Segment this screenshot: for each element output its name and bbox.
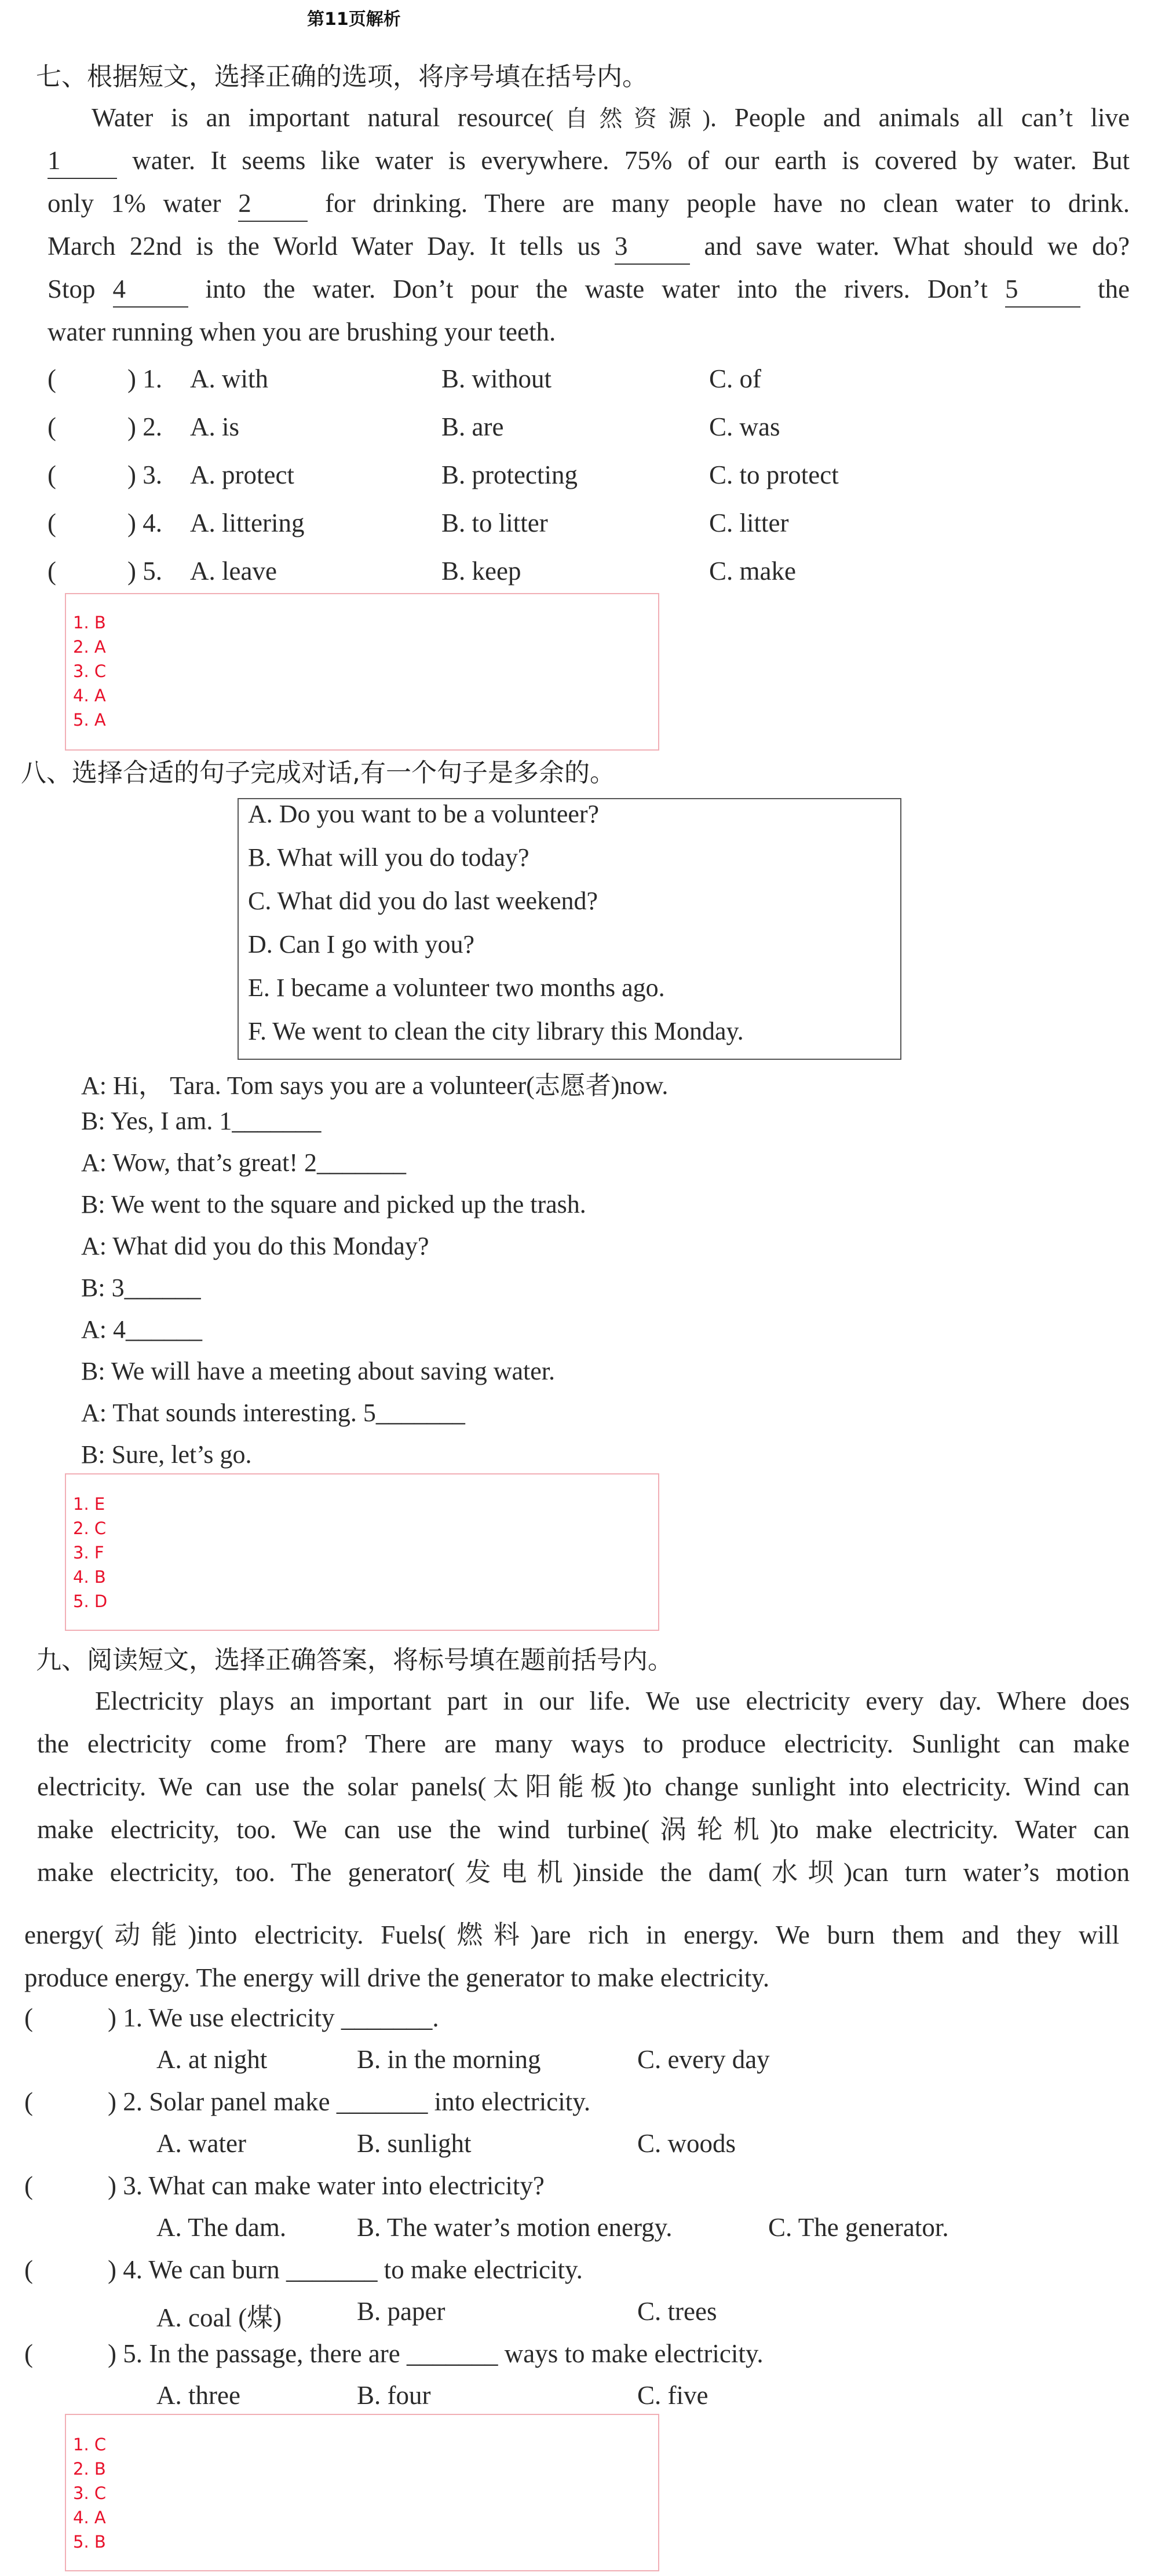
answer-line: 1. E <box>73 1494 105 1514</box>
option-sentence: F. We went to clean the city library this Monday. <box>248 1017 744 1045</box>
dialogue-line: A: Wow, that’s great! 2_______ <box>81 1148 407 1177</box>
option-sentence: C. What did you do last weekend? <box>248 887 598 915</box>
answer-line: 2. B <box>73 2459 106 2479</box>
question-stem: ) 3. What can make water into electricity? <box>108 2171 545 2200</box>
dialogue-line: A: What did you do this Monday? <box>81 1232 429 1260</box>
passage-line: Electricity plays an important part in our life. We use electricity every day. Where does <box>95 1686 1130 1715</box>
question-number: ) 2. <box>127 412 162 441</box>
passage-line: Stop 4 into the water. Don’t pour the waste water into the rivers. Don’t 5 the <box>48 268 1130 310</box>
blank-1: 1 <box>48 143 117 179</box>
option-c: C. of <box>709 364 761 393</box>
answer-bracket: ( <box>48 460 56 489</box>
option-c: C. woods <box>637 2129 736 2158</box>
dialogue-line: B: We went to the square and picked up the trash. <box>81 1190 586 1219</box>
section-7-heading: 七、根据短文，选择正确的选项，将序号填在括号内。 <box>36 62 648 92</box>
answer-bracket: ( <box>24 2255 33 2284</box>
option-c: C. five <box>637 2381 708 2410</box>
answer-bracket: ( <box>48 412 56 441</box>
option-b: B. sunlight <box>357 2129 472 2158</box>
passage-line: make electricity, too. We can use the wind turbine(涡轮机)to make electricity. Water can <box>37 1815 1130 1844</box>
option-b: B. four <box>357 2381 431 2410</box>
option-c: C. was <box>709 412 780 441</box>
passage-line: produce energy. The energy will drive the generator to make electricity. <box>24 1963 770 1992</box>
option-a: A. littering <box>190 508 305 537</box>
section-9-passage-cont <box>24 1913 1119 1999</box>
question-stem: ) 2. Solar panel make _______ into electricity. <box>108 2087 591 2116</box>
option-c: C. The generator. <box>768 2213 949 2242</box>
option-c: C. make <box>709 557 796 586</box>
option-b: B. are <box>441 412 504 441</box>
dialogue-line: A: Hi， Tara. Tom says you are a volunteer(志愿者)now. <box>81 1071 669 1100</box>
dialogue-line: B: Yes, I am. 1_______ <box>81 1107 322 1135</box>
option-a: A. protect <box>190 460 294 489</box>
dialogue-line: A: 4______ <box>81 1315 202 1344</box>
passage-line: energy(动能)into electricity. Fuels(燃料)are rich in energy. We burn them and they will <box>24 1920 1119 1949</box>
page-title: 第11页解析 <box>307 9 401 30</box>
option-sentence: B. What will you do today? <box>248 843 529 872</box>
answer-line: 3. F <box>73 1543 104 1563</box>
option-b: B. in the morning <box>357 2045 541 2074</box>
passage-line: water running when you are brushing your teeth. <box>48 317 556 346</box>
option-sentence: E. I became a volunteer two months ago. <box>248 974 665 1002</box>
answer-box-8 <box>65 1473 659 1631</box>
option-b: B. to litter <box>441 508 548 537</box>
answer-line: 5. D <box>73 1591 108 1611</box>
dialogue-line: B: 3______ <box>81 1274 201 1302</box>
answer-line: 1. B <box>73 613 106 632</box>
answer-line: 5. B <box>73 2532 106 2552</box>
option-a: A. three <box>156 2381 240 2410</box>
dialogue-line: B: Sure, let’s go. <box>81 1440 252 1469</box>
answer-bracket: ( <box>24 2171 33 2200</box>
option-a: A. at night <box>156 2045 268 2074</box>
option-a: A. leave <box>190 557 277 586</box>
answer-line: 3. C <box>73 2483 107 2503</box>
passage-line: the electricity come from? There are many ways to produce electricity. Sunlight can make <box>37 1729 1130 1758</box>
section-7-passage <box>48 96 1130 353</box>
passage-line: 1 water. It seems like water is everywhere. 75% of our earth is covered by water. But <box>48 139 1130 182</box>
option-a: A. coal (煤) <box>156 2303 282 2332</box>
passage-line: make electricity, too. The generator(发电机)inside the dam(水坝)can turn water’s motion <box>37 1858 1130 1887</box>
answer-line: 5. A <box>73 710 106 730</box>
answer-line: 2. C <box>73 1518 107 1538</box>
option-b: B. paper <box>357 2297 445 2326</box>
blank-4: 4 <box>113 272 188 308</box>
answer-line: 4. B <box>73 1567 106 1587</box>
section-8-heading: 八、选择合适的句子完成对话,有一个句子是多余的。 <box>21 758 615 788</box>
answer-line: 3. C <box>73 661 107 681</box>
option-c: C. every day <box>637 2045 770 2074</box>
blank-3: 3 <box>615 229 690 265</box>
passage-line: Water is an important natural resource(自然资源). People and animals all can’t live <box>92 103 1130 132</box>
answer-bracket: ( <box>48 508 56 537</box>
passage-line: March 22nd is the World Water Day. It tells us 3 and save water. What should we do? <box>48 225 1130 268</box>
answer-bracket: ( <box>24 2087 33 2116</box>
option-b: B. keep <box>441 557 521 586</box>
question-number: ) 5. <box>127 557 162 586</box>
question-stem: ) 1. We use electricity _______. <box>108 2003 439 2032</box>
question-number: ) 1. <box>127 364 162 393</box>
option-c: C. trees <box>637 2297 717 2326</box>
option-c: C. litter <box>709 508 789 537</box>
section-9-heading: 九、阅读短文，选择正确答案，将标号填在题前括号内。 <box>36 1645 673 1675</box>
answer-box-9 <box>65 2414 659 2571</box>
passage-line: only 1% water 2 for drinking. There are many people have no clean water to drink. <box>48 182 1130 225</box>
question-number: ) 4. <box>127 508 162 537</box>
option-b: B. protecting <box>441 460 578 489</box>
option-a: A. is <box>190 412 240 441</box>
passage-line: electricity. We can use the solar panels(太阳能板)to change sunlight into electricity. Wind can <box>37 1772 1130 1801</box>
option-a: A. The dam. <box>156 2213 287 2242</box>
answer-box-7 <box>65 593 659 751</box>
answer-bracket: ( <box>48 557 56 586</box>
answer-bracket: ( <box>24 2003 33 2032</box>
answer-line: 1. C <box>73 2435 107 2454</box>
answer-line: 4. A <box>73 2508 106 2527</box>
blank-2: 2 <box>238 186 308 222</box>
option-b: B. without <box>441 364 552 393</box>
question-stem: ) 4. We can burn _______ to make electricity. <box>108 2255 583 2284</box>
answer-bracket: ( <box>24 2339 33 2368</box>
option-sentence: D. Can I go with you? <box>248 930 475 958</box>
dialogue-line: A: That sounds interesting. 5_______ <box>81 1399 465 1427</box>
dialogue-line: B: We will have a meeting about saving water. <box>81 1357 555 1385</box>
option-sentence: A. Do you want to be a volunteer? <box>248 800 600 828</box>
question-number: ) 3. <box>127 460 162 489</box>
answer-bracket: ( <box>48 364 56 393</box>
question-stem: ) 5. In the passage, there are _______ ways to make electricity. <box>108 2339 764 2368</box>
blank-5: 5 <box>1005 272 1080 308</box>
section-9-passage <box>37 1679 1130 1894</box>
answer-line: 4. A <box>73 686 106 705</box>
option-c: C. to protect <box>709 460 839 489</box>
option-a: A. with <box>190 364 268 393</box>
option-a: A. water <box>156 2129 246 2158</box>
answer-line: 2. A <box>73 637 106 657</box>
option-b: B. The water’s motion energy. <box>357 2213 673 2242</box>
